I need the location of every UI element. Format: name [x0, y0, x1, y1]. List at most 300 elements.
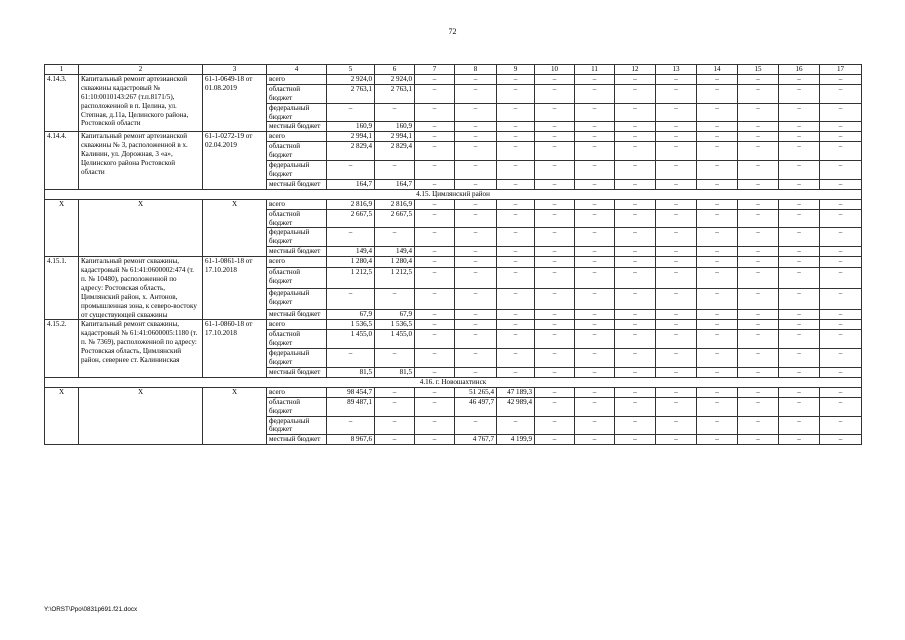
value-cell: – — [375, 288, 415, 309]
value-cell: – — [415, 309, 455, 320]
value-cell: 149,4 — [375, 247, 415, 257]
funding-source-label: всего — [267, 257, 327, 268]
value-cell: – — [535, 416, 575, 435]
funding-source-label: местный бюджет — [267, 368, 327, 378]
section-row — [45, 377, 862, 387]
value-cell: – — [738, 397, 779, 416]
value-cell: – — [615, 320, 656, 330]
value-cell: 81,5 — [375, 368, 415, 378]
value-cell: – — [575, 142, 615, 161]
column-number-cell: 15 — [738, 65, 779, 75]
value-cell: – — [575, 161, 615, 180]
value-cell: – — [455, 161, 497, 180]
value-cell: – — [455, 268, 497, 289]
value-cell: – — [820, 84, 862, 103]
column-number-cell: 8 — [455, 65, 497, 75]
value-cell: – — [497, 320, 535, 330]
value-cell: – — [779, 228, 820, 247]
value-cell: – — [327, 288, 375, 309]
value-cell: – — [455, 320, 497, 330]
value-cell: – — [535, 161, 575, 180]
value-cell: 149,4 — [327, 247, 375, 257]
value-cell: – — [779, 199, 820, 209]
item-document: Х — [203, 387, 267, 444]
value-cell: – — [535, 330, 575, 349]
value-cell: – — [415, 330, 455, 349]
value-cell: 46 497,7 — [455, 397, 497, 416]
value-cell: – — [535, 247, 575, 257]
value-cell: – — [779, 416, 820, 435]
value-cell: – — [697, 209, 738, 228]
value-cell: – — [697, 330, 738, 349]
funding-source-label: федеральный бюджет — [267, 228, 327, 247]
value-cell: – — [575, 309, 615, 320]
value-cell: 1 455,0 — [375, 330, 415, 349]
value-cell: – — [575, 247, 615, 257]
value-cell: – — [656, 435, 697, 445]
value-cell: – — [697, 368, 738, 378]
value-cell: – — [738, 330, 779, 349]
value-cell: – — [697, 103, 738, 122]
value-cell: – — [656, 320, 697, 330]
value-cell: – — [656, 257, 697, 268]
value-cell: – — [327, 349, 375, 368]
funding-source-label: областной бюджет — [267, 84, 327, 103]
funding-source-label: федеральный бюджет — [267, 103, 327, 122]
value-cell: – — [497, 209, 535, 228]
value-cell: – — [779, 309, 820, 320]
value-cell: – — [497, 74, 535, 84]
value-cell: – — [779, 247, 820, 257]
value-cell: 2 994,1 — [375, 132, 415, 142]
value-cell: – — [697, 228, 738, 247]
value-cell: – — [615, 387, 656, 397]
value-cell: – — [535, 122, 575, 132]
value-cell: – — [575, 74, 615, 84]
value-cell: – — [697, 247, 738, 257]
value-cell: – — [497, 330, 535, 349]
value-cell: – — [779, 132, 820, 142]
value-cell: – — [779, 320, 820, 330]
value-cell: 67,9 — [327, 309, 375, 320]
budget-table — [44, 64, 862, 445]
value-cell: – — [497, 161, 535, 180]
value-cell: – — [535, 142, 575, 161]
value-cell: – — [615, 416, 656, 435]
value-cell: – — [575, 387, 615, 397]
value-cell: – — [327, 161, 375, 180]
value-cell: – — [575, 268, 615, 289]
value-cell: – — [779, 435, 820, 445]
funding-source-label: областной бюджет — [267, 142, 327, 161]
value-cell: – — [615, 247, 656, 257]
value-cell: – — [738, 179, 779, 189]
value-cell: – — [820, 435, 862, 445]
value-cell: – — [375, 416, 415, 435]
value-cell: – — [656, 309, 697, 320]
value-cell: – — [375, 435, 415, 445]
value-cell: – — [738, 199, 779, 209]
table-row — [45, 199, 862, 209]
value-cell: – — [615, 209, 656, 228]
value-cell: – — [575, 397, 615, 416]
value-cell: – — [779, 330, 820, 349]
value-cell: – — [656, 268, 697, 289]
funding-source-label: федеральный бюджет — [267, 161, 327, 180]
value-cell: – — [697, 132, 738, 142]
item-code: Х — [45, 387, 79, 444]
value-cell: – — [738, 368, 779, 378]
value-cell: – — [497, 309, 535, 320]
value-cell: – — [535, 435, 575, 445]
value-cell: – — [415, 209, 455, 228]
value-cell: 2 924,0 — [327, 74, 375, 84]
value-cell: – — [415, 268, 455, 289]
value-cell: – — [497, 368, 535, 378]
item-name: Капитальный ремонт скважины, кадастровый № 61:41:0600002:474 (т. п. № 10480), расположенной по адресу: Ростовская область, Цимлянский район, х. Антонов, промышленная зона, к северо-востоку от существующей скважины — [79, 257, 203, 320]
value-cell: 2 994,1 — [327, 132, 375, 142]
value-cell: – — [415, 387, 455, 397]
value-cell: – — [615, 268, 656, 289]
value-cell: – — [535, 74, 575, 84]
value-cell: – — [575, 209, 615, 228]
value-cell: – — [615, 257, 656, 268]
value-cell: 2 829,4 — [375, 142, 415, 161]
value-cell: 8 967,6 — [327, 435, 375, 445]
file-path-footer: Y:\ORST\Ppo\0831p691.f21.docx — [44, 606, 138, 613]
value-cell: – — [779, 268, 820, 289]
column-number-cell: 16 — [779, 65, 820, 75]
value-cell: – — [656, 228, 697, 247]
value-cell: – — [738, 142, 779, 161]
value-cell: – — [497, 257, 535, 268]
value-cell: – — [738, 74, 779, 84]
value-cell: – — [738, 349, 779, 368]
column-number-cell: 3 — [203, 65, 267, 75]
column-number-cell: 2 — [79, 65, 203, 75]
item-document: 61-1-0861-18 от 17.10.2018 — [203, 257, 267, 320]
value-cell: – — [697, 142, 738, 161]
value-cell: – — [375, 397, 415, 416]
value-cell: – — [697, 199, 738, 209]
value-cell: 1 536,5 — [375, 320, 415, 330]
value-cell: – — [820, 387, 862, 397]
value-cell: – — [615, 368, 656, 378]
value-cell: 164,7 — [327, 179, 375, 189]
value-cell: – — [820, 288, 862, 309]
value-cell: – — [738, 103, 779, 122]
value-cell: – — [820, 247, 862, 257]
value-cell: – — [820, 397, 862, 416]
value-cell: – — [697, 122, 738, 132]
value-cell: 42 989,4 — [497, 397, 535, 416]
value-cell: – — [615, 228, 656, 247]
value-cell: – — [497, 132, 535, 142]
value-cell: – — [415, 368, 455, 378]
funding-source-label: всего — [267, 74, 327, 84]
value-cell: – — [575, 368, 615, 378]
value-cell: 89 487,1 — [327, 397, 375, 416]
value-cell: – — [535, 84, 575, 103]
funding-source-label: местный бюджет — [267, 247, 327, 257]
value-cell: – — [497, 416, 535, 435]
value-cell: – — [375, 349, 415, 368]
item-document: 61-1-0860-18 от 17.10.2018 — [203, 320, 267, 377]
value-cell: – — [615, 84, 656, 103]
value-cell: – — [697, 179, 738, 189]
column-number-cell: 4 — [267, 65, 327, 75]
value-cell: – — [415, 397, 455, 416]
value-cell: – — [738, 320, 779, 330]
value-cell: – — [779, 387, 820, 397]
column-number-cell: 11 — [575, 65, 615, 75]
value-cell: – — [820, 142, 862, 161]
value-cell: – — [615, 397, 656, 416]
value-cell: – — [535, 209, 575, 228]
funding-source-label: всего — [267, 199, 327, 209]
funding-source-label: областной бюджет — [267, 397, 327, 416]
value-cell: 164,7 — [375, 179, 415, 189]
value-cell: – — [535, 132, 575, 142]
value-cell: 4 199,9 — [497, 435, 535, 445]
column-number-cell: 12 — [615, 65, 656, 75]
value-cell: – — [497, 103, 535, 122]
value-cell: – — [455, 103, 497, 122]
column-number-cell: 7 — [415, 65, 455, 75]
value-cell: – — [455, 228, 497, 247]
value-cell: – — [575, 349, 615, 368]
value-cell: – — [615, 132, 656, 142]
funding-source-label: федеральный бюджет — [267, 288, 327, 309]
section-title: 4.15. Цимлянский район — [45, 189, 862, 199]
value-cell: – — [656, 397, 697, 416]
value-cell: – — [575, 84, 615, 103]
value-cell: – — [820, 257, 862, 268]
value-cell: – — [455, 257, 497, 268]
value-cell: – — [497, 247, 535, 257]
value-cell: 160,9 — [375, 122, 415, 132]
page-number: 72 — [448, 27, 457, 36]
item-name: Капитальный ремонт артезианской скважины № 3, расположенной в х. Калинин, ул. Дорожная, 3 «а», Целинского района Ростовской области — [79, 132, 203, 189]
value-cell: – — [656, 247, 697, 257]
value-cell: – — [497, 179, 535, 189]
value-cell: – — [415, 320, 455, 330]
value-cell: 1 280,4 — [327, 257, 375, 268]
value-cell: – — [575, 179, 615, 189]
value-cell: – — [455, 247, 497, 257]
column-number-cell: 14 — [697, 65, 738, 75]
table-row — [45, 387, 862, 397]
funding-source-label: местный бюджет — [267, 309, 327, 320]
value-cell: – — [820, 103, 862, 122]
value-cell: – — [535, 368, 575, 378]
value-cell: – — [697, 435, 738, 445]
table-row — [45, 132, 862, 142]
value-cell: – — [615, 288, 656, 309]
value-cell: – — [820, 132, 862, 142]
value-cell: – — [656, 84, 697, 103]
value-cell: – — [820, 268, 862, 289]
value-cell: 47 189,3 — [497, 387, 535, 397]
value-cell: – — [535, 199, 575, 209]
value-cell: – — [575, 257, 615, 268]
value-cell: – — [820, 330, 862, 349]
value-cell: – — [656, 416, 697, 435]
item-document: Х — [203, 199, 267, 256]
column-number-cell: 10 — [535, 65, 575, 75]
value-cell: – — [497, 142, 535, 161]
value-cell: – — [497, 84, 535, 103]
value-cell: – — [415, 247, 455, 257]
value-cell: 67,9 — [375, 309, 415, 320]
value-cell: – — [575, 199, 615, 209]
value-cell: – — [615, 142, 656, 161]
value-cell: 1 212,5 — [327, 268, 375, 289]
column-number-cell: 13 — [656, 65, 697, 75]
value-cell: – — [575, 330, 615, 349]
value-cell: – — [738, 268, 779, 289]
value-cell: – — [779, 103, 820, 122]
value-cell: – — [697, 387, 738, 397]
value-cell: – — [535, 103, 575, 122]
value-cell: – — [656, 74, 697, 84]
value-cell: – — [455, 74, 497, 84]
value-cell: – — [575, 122, 615, 132]
value-cell: – — [656, 179, 697, 189]
value-cell: – — [535, 387, 575, 397]
value-cell: – — [455, 349, 497, 368]
item-code: 4.14.3. — [45, 74, 79, 131]
column-number-cell: 9 — [497, 65, 535, 75]
value-cell: – — [535, 288, 575, 309]
value-cell: – — [497, 228, 535, 247]
value-cell: – — [656, 368, 697, 378]
value-cell: – — [697, 161, 738, 180]
item-code: 4.15.2. — [45, 320, 79, 377]
value-cell: – — [415, 257, 455, 268]
column-number-cell: 1 — [45, 65, 79, 75]
item-document: 61-1-0272-19 от 02.04.2019 — [203, 132, 267, 189]
value-cell: – — [415, 132, 455, 142]
value-cell: – — [535, 179, 575, 189]
value-cell: 2 667,5 — [327, 209, 375, 228]
value-cell: – — [535, 397, 575, 416]
value-cell: 2 816,9 — [375, 199, 415, 209]
value-cell: – — [656, 161, 697, 180]
value-cell: – — [820, 368, 862, 378]
value-cell: – — [697, 84, 738, 103]
value-cell: – — [415, 103, 455, 122]
value-cell: – — [497, 268, 535, 289]
value-cell: – — [738, 84, 779, 103]
value-cell: – — [455, 209, 497, 228]
value-cell: 1 536,5 — [327, 320, 375, 330]
table-body — [45, 65, 862, 445]
funding-source-label: федеральный бюджет — [267, 416, 327, 435]
funding-source-label: всего — [267, 320, 327, 330]
value-cell: – — [535, 320, 575, 330]
value-cell: – — [738, 387, 779, 397]
value-cell: 1 280,4 — [375, 257, 415, 268]
column-number-cell: 6 — [375, 65, 415, 75]
section-title: 4.16. г. Новошахтинск — [45, 377, 862, 387]
value-cell: – — [415, 288, 455, 309]
item-name: Капитальный ремонт скважины, кадастровый № 61:41:0600005:1180 (т. п. № 7369), расположенной по адресу: Ростовская область, Цимлянский район, севернее ст. Калининская — [79, 320, 203, 377]
value-cell: – — [820, 122, 862, 132]
value-cell: – — [779, 368, 820, 378]
value-cell: – — [697, 309, 738, 320]
value-cell: – — [455, 132, 497, 142]
funding-source-label: местный бюджет — [267, 179, 327, 189]
value-cell: – — [615, 74, 656, 84]
value-cell: – — [820, 349, 862, 368]
value-cell: – — [375, 103, 415, 122]
value-cell: – — [575, 103, 615, 122]
item-code: 4.15.1. — [45, 257, 79, 320]
value-cell: – — [575, 228, 615, 247]
value-cell: – — [415, 142, 455, 161]
funding-source-label: областной бюджет — [267, 268, 327, 289]
value-cell: – — [738, 209, 779, 228]
item-name: Капитальный ремонт артезианской скважины кадастровый № 61:10:0010143:267 (т.п.8171/5), расположенной в п. Целина, ул. Степная, д.11а, Целинского района, Ростовской области — [79, 74, 203, 131]
value-cell: – — [615, 103, 656, 122]
value-cell: 81,5 — [327, 368, 375, 378]
value-cell: – — [455, 309, 497, 320]
value-cell: – — [820, 416, 862, 435]
value-cell: – — [327, 103, 375, 122]
value-cell: – — [615, 349, 656, 368]
value-cell: – — [455, 179, 497, 189]
value-cell: – — [455, 122, 497, 132]
section-row — [45, 189, 862, 199]
value-cell: – — [575, 288, 615, 309]
value-cell: – — [779, 257, 820, 268]
value-cell: – — [738, 228, 779, 247]
value-cell: – — [779, 84, 820, 103]
funding-source-label: всего — [267, 387, 327, 397]
value-cell: – — [497, 122, 535, 132]
value-cell: – — [455, 142, 497, 161]
value-cell: – — [779, 142, 820, 161]
value-cell: – — [497, 199, 535, 209]
item-name: Х — [79, 387, 203, 444]
value-cell: 160,9 — [327, 122, 375, 132]
item-document: 61-1-0649-18 от 01.08.2019 — [203, 74, 267, 131]
item-code: Х — [45, 199, 79, 256]
value-cell: – — [697, 416, 738, 435]
value-cell: – — [656, 142, 697, 161]
value-cell: – — [697, 257, 738, 268]
value-cell: – — [779, 397, 820, 416]
value-cell: – — [779, 74, 820, 84]
value-cell: – — [615, 179, 656, 189]
value-cell: – — [738, 132, 779, 142]
value-cell: – — [615, 435, 656, 445]
value-cell: – — [697, 349, 738, 368]
value-cell: – — [738, 416, 779, 435]
value-cell: – — [375, 228, 415, 247]
value-cell: – — [327, 228, 375, 247]
value-cell: – — [656, 199, 697, 209]
value-cell: – — [615, 199, 656, 209]
value-cell: – — [656, 122, 697, 132]
value-cell: – — [455, 288, 497, 309]
value-cell: – — [415, 84, 455, 103]
value-cell: – — [779, 122, 820, 132]
value-cell: – — [697, 397, 738, 416]
value-cell: 51 265,4 — [455, 387, 497, 397]
value-cell: – — [415, 161, 455, 180]
